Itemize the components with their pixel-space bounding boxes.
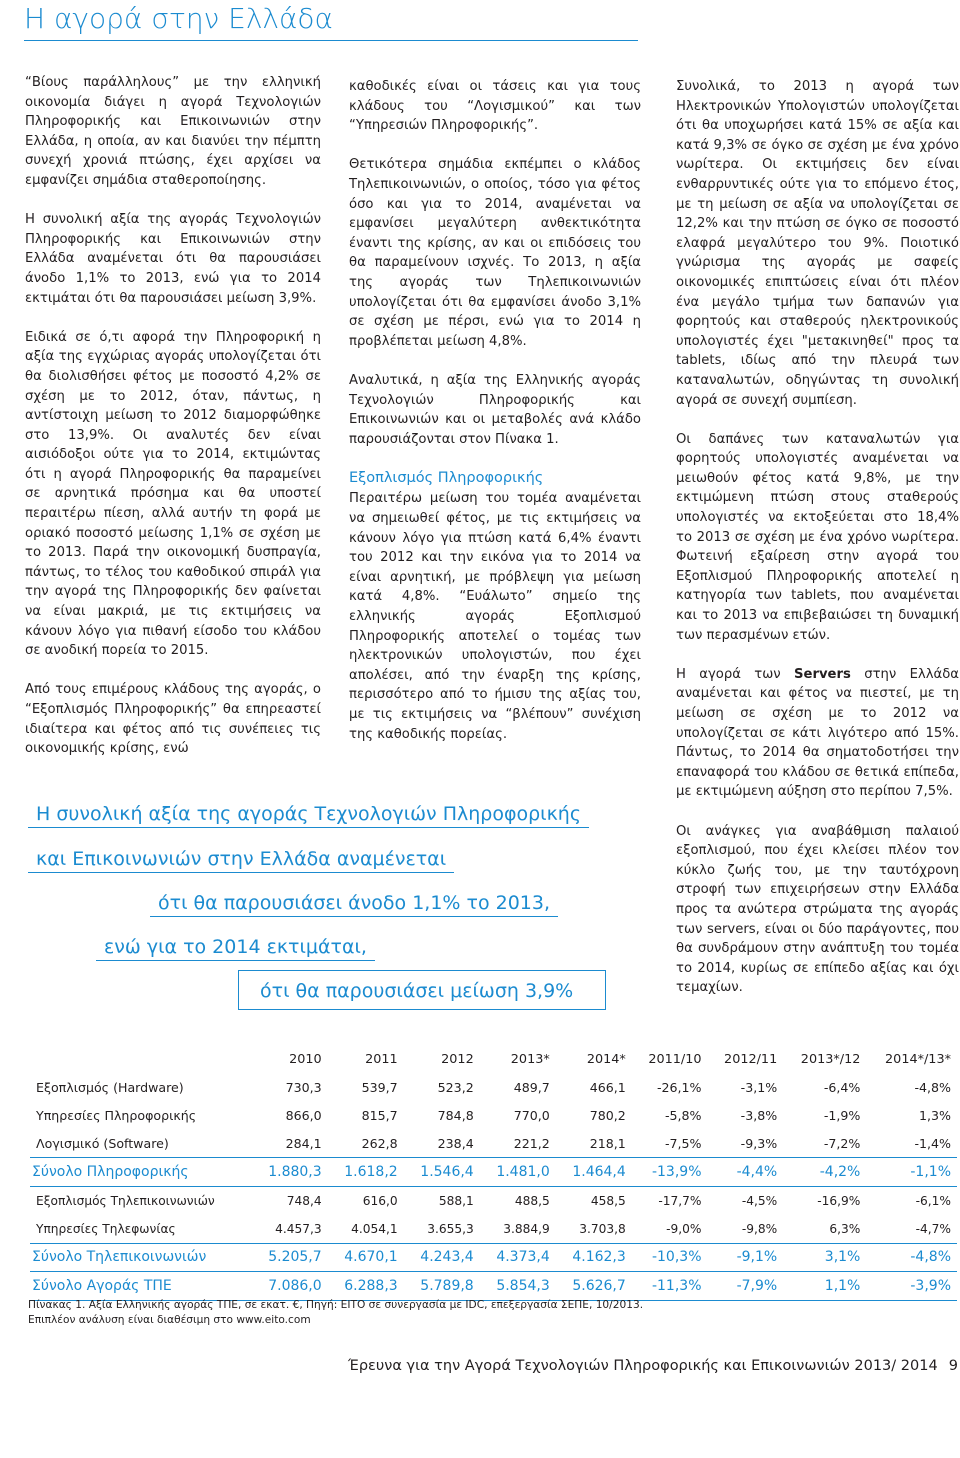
column-2 (349, 77, 641, 764)
row-label: Σύνολο Αγοράς ΤΠΕ (30, 1272, 252, 1301)
pullquote-line: ενώ για το 2014 εκτιμάται, (96, 933, 375, 961)
table-cell: 730,3 (285, 1080, 322, 1096)
table-row (30, 1215, 957, 1243)
text-run: στην Ελλάδα αναμένεται και φέτος να πιεστεί, με τη μείωση σε σχέση με το 2012 να υπολογίζεται σε κάτι λιγότερο από 15%. Πάντως, το 2014 θα σηματοδοτήσει την επαναφορά του κλάδου σε θετικά επίπεδα, με εκτιμώμενη αύξηση στο περίπου 7,5%. (676, 666, 959, 800)
table-cell: -6,4% (823, 1080, 861, 1096)
column-header: 2014* (586, 1052, 626, 1068)
column-header: 2012 (441, 1052, 474, 1068)
table-cell: -16,9% (817, 1193, 861, 1208)
caption-line: Επιπλέον ανάλυση είναι διαθέσιμη στο www.eito.com (28, 1314, 311, 1326)
table-cell: -4,2% (783, 1158, 866, 1187)
bold-term: Servers (794, 666, 851, 682)
table-cell: -9,0% (666, 1221, 702, 1236)
table-cell: 3,1% (783, 1243, 866, 1272)
column-header: 2011 (365, 1052, 398, 1068)
paragraph (676, 665, 959, 802)
table-cell: -7,9% (708, 1272, 784, 1301)
column-header: 2012/11 (724, 1052, 778, 1068)
table-cell: 784,8 (437, 1107, 474, 1123)
pullquote-line: και Επικοινωνιών στην Ελλάδα αναμένεται (28, 845, 454, 873)
row-label: Σύνολο Πληροφορικής (30, 1158, 252, 1187)
table-body (30, 1074, 957, 1301)
table-cell: -10,3% (632, 1243, 708, 1272)
table-cell: -4,5% (741, 1193, 778, 1208)
table-cell: -9,3% (740, 1135, 778, 1151)
table-row (30, 1158, 957, 1187)
table-cell: 6,3% (829, 1221, 861, 1236)
table-cell: -17,7% (658, 1193, 702, 1208)
table-cell: 1,1% (783, 1272, 866, 1301)
table-cell: 4.243,4 (404, 1243, 480, 1272)
footer-text: Έρευνα για την Αγορά Τεχνολογιών Πληροφορικής και Επικοινωνιών 2013/ 2014 (348, 1358, 938, 1374)
table-cell: 748,4 (286, 1193, 322, 1208)
table-row (30, 1272, 957, 1301)
table-cell: 1.464,4 (556, 1158, 632, 1187)
table-cell: -1,4% (914, 1135, 951, 1151)
table-cell: 262,8 (361, 1135, 398, 1151)
page-number: 9 (948, 1358, 958, 1374)
table-cell: 7.086,0 (252, 1272, 328, 1301)
table-cell: 4.373,4 (480, 1243, 556, 1272)
table-cell: -4,8% (914, 1080, 951, 1096)
table-cell: 4.670,1 (328, 1243, 404, 1272)
market-table (30, 1046, 957, 1301)
table-cell: 284,1 (285, 1135, 322, 1151)
table-cell: -13,9% (632, 1158, 708, 1187)
table-cell: 780,2 (589, 1107, 626, 1123)
table-cell: 1.481,0 (480, 1158, 556, 1187)
table-cell: 6.288,3 (328, 1272, 404, 1301)
table-cell: -4,4% (708, 1158, 784, 1187)
paragraph: Θετικότερα σημάδια εκπέμπει ο κλάδος Τηλεπικοινωνιών, ο οποίος, τόσο για φέτος όσο και για το 2014, αναμένεται να εμφανίσει μεγαλύτερη ανθεκτικότητα έναντι της κρίσης, αν και οι επιδόσεις του θα παραμείνουν ισχνές. Το 2013, η αξία της αγοράς των Τηλεπικοινωνιών υπολογίζεται ότι θα εμφανίσει άνοδο 3,1% σε σχέση με πέρσι, ενώ για το 2014 η προβλέπεται μείωση 4,8%. (349, 157, 641, 349)
column-header: 2014*/13* (885, 1052, 951, 1068)
title-rule (24, 40, 638, 41)
caption-line: Πίνακας 1. Αξία Ελληνικής αγοράς ΤΠΕ, σε εκατ. €, Πηγή: EITO σε συνεργασία με IDC, επεξεργασία ΣΕΠΕ, 10/2013. (28, 1299, 644, 1311)
table-cell: 1.546,4 (404, 1158, 480, 1187)
table-cell: 489,7 (513, 1080, 550, 1096)
table-cell: 5.626,7 (556, 1272, 632, 1301)
pullquote-line: Η συνολική αξία της αγοράς Τεχνολογιών Πληροφορικής (28, 800, 589, 828)
table-cell: -1,1% (866, 1158, 957, 1187)
table-cell: 3.655,3 (427, 1221, 474, 1236)
table-cell: 616,0 (362, 1193, 398, 1208)
table-cell: 488,5 (514, 1193, 550, 1208)
paragraph: Οι δαπάνες των καταναλωτών για φορητούς υπολογιστές αναμένεται να μειωθούν φέτος κατά 9,8%, με την εκτιμώμενη πτώση στους σταθερούς υπολογιστές να εκτοξεύεται στο 18,4% το 2013 σε σχέση με ένα χρόνο νωρίτερα. Φωτεινή εξαίρεση στην αγορά του Εξοπλισμού Πληροφορικής αποτελεί η κατηγορία των tablets, που αναμένεται και το 2013 να επιβεβαιώσει τη δυναμική των περασμένων ετών. (676, 431, 959, 643)
table-cell: -5,8% (664, 1107, 702, 1123)
table-cell: -4,8% (866, 1243, 957, 1272)
column-header: 2013*/12 (800, 1052, 861, 1068)
paragraph: Συνολικά, το 2013 η αγορά των Ηλεκτρονικών Υπολογιστών υπολογίζεται ότι θα υποχωρήσει κατά 15% σε αξία και κατά 9,3% σε όγκο σε σχέση με ένα χρόνο νωρίτερα. Οι εκτιμήσεις δεν είναι ενθαρρυντικές ούτε για το επόμενο έτος, με τη μείωση σε αξία να υπολογίζεται σε 12,2% και την πτώση σε όγκο σε ποσοστό ελαφρά μεγαλύτερο του 9%. Ποιοτικό γνώρισμα της αγοράς με σαφείς οικονομικές επιπτώσεις είναι ότι πλέον ένα μεγάλο τμήμα των δαπανών για φορητούς και σταθερούς ηλεκτρονικούς υπολογιστές έχει "μετακινηθεί" προς τα tablets, ιδίως από την πλευρά των καταναλωτών, οδηγώντας τη συνολική αγορά σε συνεχή συμπίεση. (676, 79, 959, 408)
paragraph: καθοδικές είναι οι τάσεις και για τους κλάδους του “Λογισμικού” και των “Υπηρεσιών Πληροφορικής”. (349, 79, 641, 134)
table-row (30, 1074, 957, 1102)
table-cell: 866,0 (285, 1107, 322, 1123)
table-cell: -1,9% (823, 1107, 861, 1123)
table-caption (28, 1298, 643, 1328)
pullquote-line: ότι θα παρουσιάσει μείωση 3,9% (260, 980, 574, 1002)
page-title: Η αγορά στην Ελλάδα (24, 2, 334, 35)
paragraph: Από τους επιμέρους κλάδους της αγοράς, ο “Εξοπλισμός Πληροφορικής” θα επηρεαστεί ιδιαίτερα και φέτος από τις συνέπειες τις οικονομικής κρίσης, ενώ (25, 682, 321, 757)
table-cell: -11,3% (632, 1272, 708, 1301)
table-cell: -3,1% (740, 1080, 778, 1096)
table-cell: -6,1% (915, 1193, 951, 1208)
section-heading: Εξοπλισμός Πληροφορικής (349, 469, 544, 486)
table-cell: 218,1 (589, 1135, 626, 1151)
row-label: Υπηρεσίες Πληροφορικής (36, 1107, 197, 1123)
table-row (30, 1129, 957, 1157)
table-cell: -7,5% (664, 1135, 702, 1151)
table-cell: 770,0 (513, 1107, 550, 1123)
table-cell: 466,1 (589, 1080, 626, 1096)
row-label: Υπηρεσίες Τηλεφωνίας (36, 1221, 176, 1236)
table-row (30, 1102, 957, 1130)
table-cell: 3.703,8 (579, 1221, 626, 1236)
paragraph: Ειδικά σε ό,τι αφορά την Πληροφορική η αξία της εγχώριας αγοράς υπολογίζεται ότι θα διολισθήσει φέτος με ποσοστό 4,2% σε σχέση με το 2012, όταν, πάντως, η αντίστοιχη μείωση το 2012 διαμορφώθηκε στο 13,9%. Οι αναλυτές δεν είναι αισιόδοξοι ούτε για το 2014, εκτιμώντας ότι η αγορά Πληροφορικής θα παραμείνει σε αρνητικά πρόσημα και θα υποστεί περαιτέρω πίεση, αλλά αυτήν τη φορά με οριακό ποσοστό μείωσης 1,1% σε σχέση με το 2013. Παρά την οικονομική δυσπραγία, πάντως, το τέλος του καθοδικού σπιράλ για την αγορά της Πληροφορικής δεν φαίνεται να είναι μακριά, με τις εκτιμήσεις να κάνουν λόγο για πιθανή είσοδο του κλάδου σε ανοδική πορεία το 2015. (25, 329, 321, 659)
paragraph: Οι ανάγκες για αναβάθμιση παλαιού εξοπλισμού, που έχει κλείσει πλέον τον κύκλο ζωής του, με την ταυτόχρονη στροφή των επιχειρήσεων στην Ελλάδα προς τα ανώτερα στρώματα της αγοράς των servers, είναι οι δύο παράγοντες, που θα συνδράμουν στην ανάπτυξη του τομέα το 2014, κυρίως σε επίπεδο αξίας και όχι τεμαχίων. (676, 823, 959, 996)
paragraph: “Βίους παράλληλους” με την ελληνική οικονομία διάγει η αγορά Τεχνολογιών Πληροφορικής και Επικοινωνιών στην Ελλάδα, η οποία, αν και διανύει την πέμπτη συνεχή χρονιά πτώσης, έχει αρχίσει να εμφανίζει σημάδια σταθεροποίησης. (25, 75, 321, 188)
table-row (30, 1243, 957, 1272)
column-3 (676, 77, 959, 1018)
paragraph: Περαιτέρω μείωση του τομέα αναμένεται να σημειωθεί φέτος, με τις εκτιμήσεις να κάνουν λόγο για πτώση κατά 6,4% έναντι του 2012 και την εικόνα για το 2014 να είναι αρνητική, με πρόβλεψη για μείωση κατά 4,8%. “Ευάλωτο” σημείο της ελληνικής αγοράς Εξοπλισμού Πληροφορικής αποτελεί ο τομέας των ηλεκτρονικών υπολογιστών, που έχει απολέσει, από την έναρξη της κρίσης, περισσότερο από το ήμισυ της αξίας του, με τις εκτιμήσεις να “βλέπουν” συνέχιση της καθοδικής πορείας. (349, 491, 641, 742)
table-row (30, 1186, 957, 1214)
table-cell: -3,8% (740, 1107, 778, 1123)
table-cell: 5.789,8 (404, 1272, 480, 1301)
table-cell: 238,4 (437, 1135, 474, 1151)
column-header (30, 1046, 252, 1074)
table-cell: 221,2 (513, 1135, 550, 1151)
paragraph: Αναλυτικά, η αξία της Ελληνικής αγοράς Τεχνολογιών Πληροφορικής και Επικοινωνιών και οι μεταβολές ανά κλάδο παρουσιάζονται στον Πίνακα 1. (349, 372, 641, 447)
table-cell: 458,5 (590, 1193, 626, 1208)
column-header: 2013* (510, 1052, 550, 1068)
table-cell: 815,7 (361, 1107, 398, 1123)
column-header: 2011/10 (648, 1052, 702, 1068)
table-cell: -26,1% (656, 1080, 702, 1096)
table-cell: 539,7 (361, 1080, 398, 1096)
table-cell: 1,3% (919, 1107, 951, 1123)
row-label: Λογισμικό (Software) (36, 1135, 169, 1151)
pullquote-line: ότι θα παρουσιάσει άνοδο 1,1% το 2013, (150, 889, 558, 917)
text-run: Η αγορά των (676, 666, 794, 682)
table-cell: 523,2 (437, 1080, 474, 1096)
row-label: Εξοπλισμός (Hardware) (36, 1080, 184, 1096)
table-cell: -9,8% (741, 1221, 778, 1236)
table-cell: -7,2% (823, 1135, 861, 1151)
row-label: Σύνολο Τηλεπικοινωνιών (30, 1243, 252, 1272)
column-header: 2010 (289, 1052, 322, 1068)
page-footer (348, 1358, 958, 1374)
table-header-row (30, 1046, 957, 1074)
table-cell: 5.205,7 (252, 1243, 328, 1272)
table-cell: -3,9% (866, 1272, 957, 1301)
table-cell: 4.162,3 (556, 1243, 632, 1272)
table-cell: 4.054,1 (351, 1221, 398, 1236)
table-cell: 3.884,9 (503, 1221, 550, 1236)
table-cell: 4.457,3 (275, 1221, 322, 1236)
table-cell: 1.618,2 (328, 1158, 404, 1187)
table-cell: -9,1% (708, 1243, 784, 1272)
table-cell: 5.854,3 (480, 1272, 556, 1301)
table-cell: 1.880,3 (252, 1158, 328, 1187)
column-1 (25, 73, 321, 778)
row-label: Εξοπλισμός Τηλεπικοινωνιών (36, 1193, 215, 1208)
table-cell: -4,7% (915, 1221, 951, 1236)
table-cell: 588,1 (438, 1193, 474, 1208)
paragraph: Η συνολική αξία της αγοράς Τεχνολογιών Πληροφορικής και Επικοινωνιών στην Ελλάδα αναμένεται ότι θα παρουσιάσει άνοδο 1,1% το 2013, ενώ για το 2014 εκτιμάται ότι θα παρουσιάσει μείωση 3,9%. (25, 212, 321, 306)
